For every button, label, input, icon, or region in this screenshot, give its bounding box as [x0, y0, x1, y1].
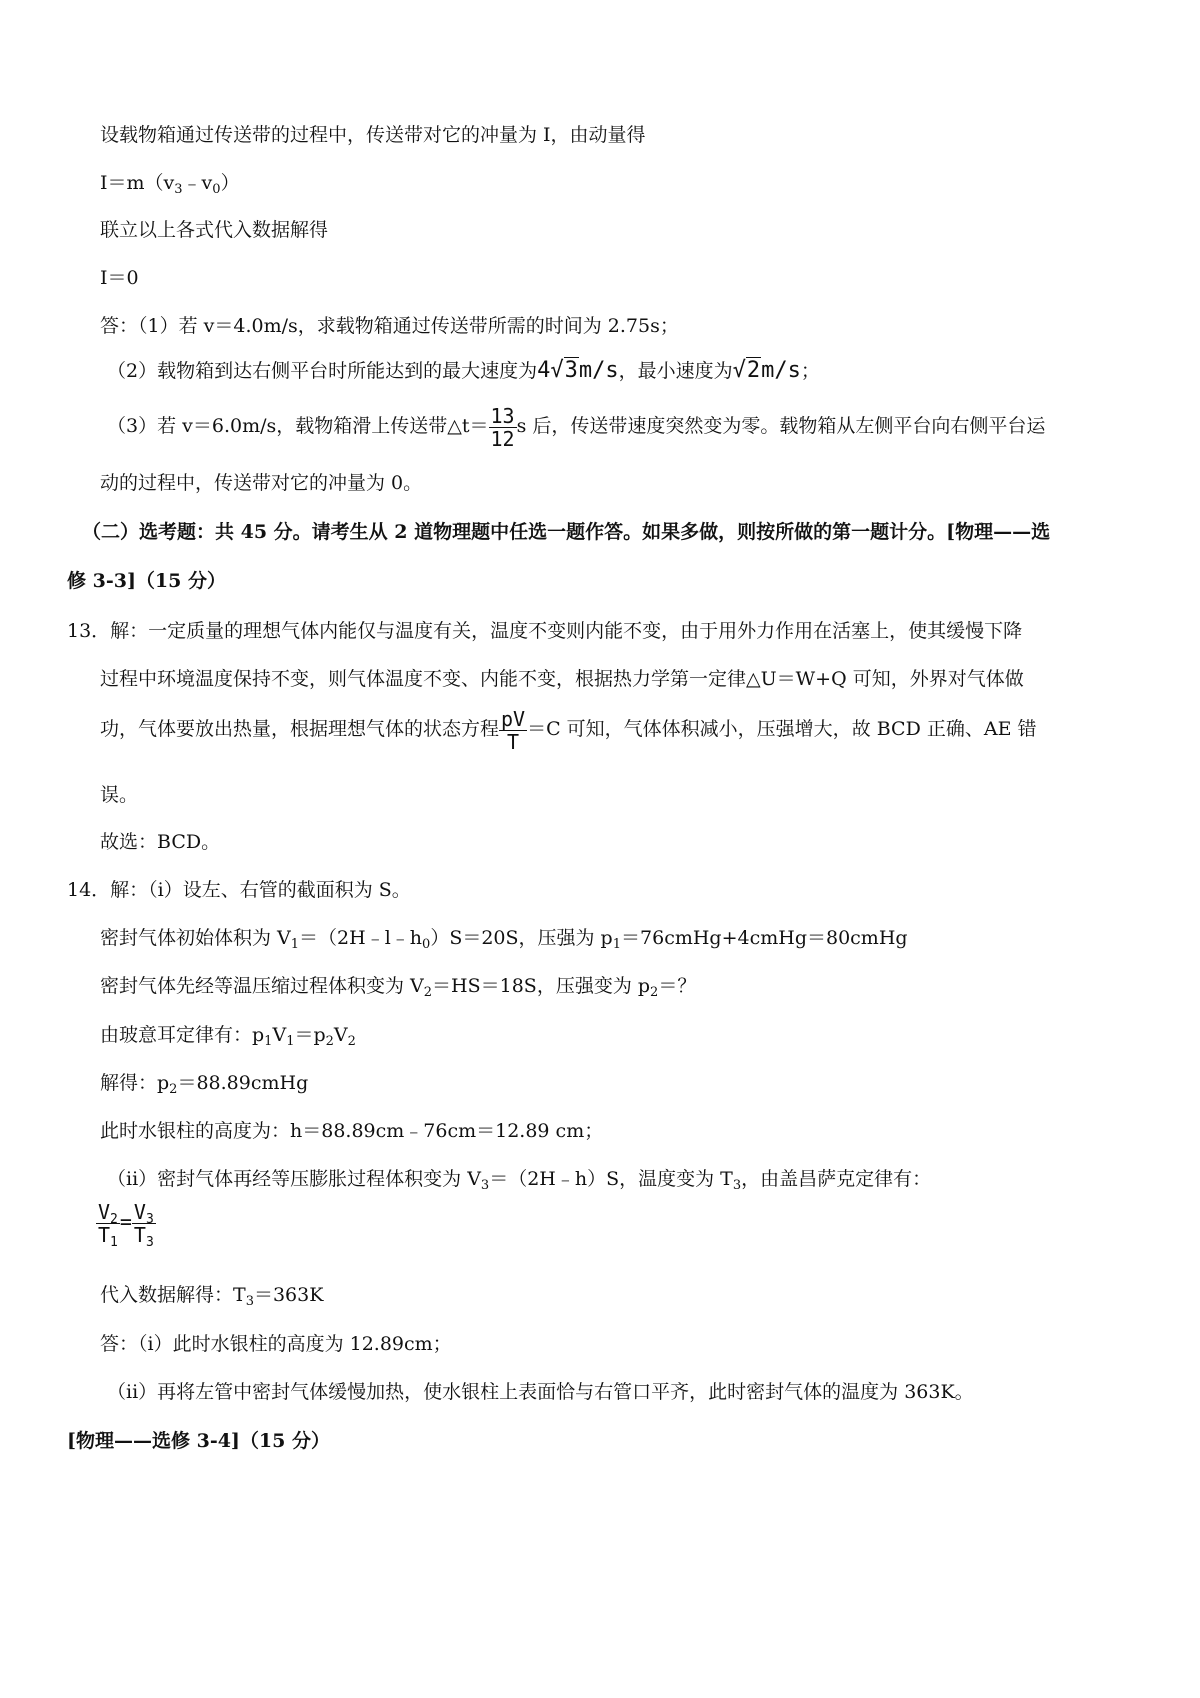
text-line: 动的过程中，传送带对它的冲量为 0。: [100, 472, 423, 494]
gay-lussac-equation: $\frac{V_2}{T_1}$ = $\frac{V_3}{T_3}$: [98, 1200, 154, 1250]
q14-line: 此时水银柱的高度为：h＝88.89cm﹣76cm＝12.89 cm；: [100, 1120, 604, 1142]
q13-line: 误。: [100, 784, 139, 806]
q14-line: 解得：$p_2=88.89cmHg$: [100, 1072, 309, 1097]
q14-line: 14．解：（i）设左、右管的截面积为 S。: [67, 879, 411, 901]
section-heading: （二）选考题：共 45 分。请考生从 2 道物理题中任选一题作答。如果多做，则按所做的第一题计分。[物理——选: [82, 521, 1051, 543]
min-speed-expression: √2m/s: [732, 358, 801, 383]
answer-line-3: （3）若 v＝6.0m/s，载物箱滑上传送带△t＝ $\frac{13}{12}$ s 后，传送带速度突然变为零。载物箱从左侧平台向右侧平台运: [107, 403, 1046, 451]
text-line: 设载物箱通过传送带的过程中，传送带对它的冲量为 I，由动量得: [100, 124, 646, 146]
q13-line: 功，气体要放出热量，根据理想气体的状态方程 $\frac{pV}{T}$ ＝C 可知，气体体积减小，压强增大，故 BCD 正确、AE 错: [100, 706, 1037, 754]
answer-line-2: （2）载物箱到达右侧平台时所能达到的最大速度为4√3m/s，最小速度为√2m/s；: [107, 358, 820, 383]
q14-line: 密封气体初始体积为 $V_1=(2H﹣l﹣h_0)S=20S$，压强为 $p_1=76cmHg+4cmHg=80cmHg$: [100, 927, 908, 952]
q14-answer-1: 答：（i）此时水银柱的高度为 12.89cm；: [100, 1333, 452, 1355]
q14-line: 密封气体先经等温压缩过程体积变为 $V_2=HS=18S$，压强变为 $p_2=$？: [100, 975, 697, 1000]
q14-line: 代入数据解得：$T_3=363K$: [100, 1284, 324, 1309]
q14-line: （ii）密封气体再经等压膨胀过程体积变为 $V_3=(2H﹣h)S$，温度变为 $T_3$，由盖昌萨克定律有：: [107, 1168, 932, 1193]
section-heading-cont: 修 3-3]（15 分）: [67, 570, 226, 592]
max-speed-expression: 4√3m/s: [537, 358, 619, 383]
answer-line-1: 答：（1）若 v＝4.0m/s，求载物箱通过传送带所需的时间为 2.75s；: [100, 315, 679, 337]
q13-line: 过程中环境温度保持不变，则气体温度不变、内能不变，根据热力学第一定律△U＝W+Q 可知，外界对气体做: [100, 668, 1024, 690]
fraction-13-12: $\frac{13}{12}$: [490, 403, 515, 451]
section-heading: [物理——选修 3-4]（15 分）: [67, 1430, 330, 1452]
q14-answer-2: （ii）再将左管中密封气体缓慢加热，使水银柱上表面恰与右管口平齐，此时密封气体的温度为 363K。: [107, 1381, 974, 1403]
q14-line: 由玻意耳定律有：$p_1V_1=p_2V_2$: [100, 1024, 356, 1049]
q13-line: 13．解：一定质量的理想气体内能仅与温度有关，温度不变则内能不变，由于用外力作用在活塞上，使其缓慢下降: [67, 620, 1023, 642]
q13-choice: 故选：BCD。: [100, 831, 221, 853]
formula-impulse: $I=m(v_3﹣v_0)$: [100, 172, 240, 197]
text-line: 联立以上各式代入数据解得: [100, 219, 329, 241]
result-line: I＝0: [100, 267, 139, 289]
fraction-pv-t: $\frac{pV}{T}$: [501, 706, 526, 754]
fraction-v3-t3: $\frac{V_3}{T_3}$: [133, 1200, 154, 1250]
fraction-v2-t1: $\frac{V_2}{T_1}$: [98, 1200, 118, 1250]
